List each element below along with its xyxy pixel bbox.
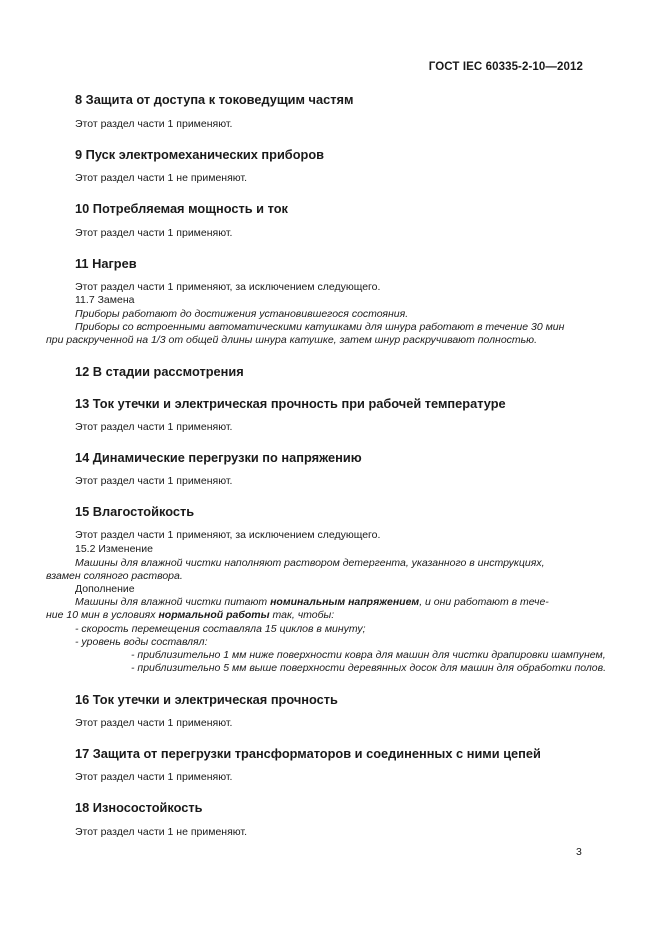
section-15-text: Этот раздел части 1 применяют, за исключением следующего. xyxy=(75,529,381,541)
section-17-text: Этот раздел части 1 применяют. xyxy=(75,771,233,783)
section-8-text: Этот раздел части 1 применяют. xyxy=(75,118,233,130)
section-11-para-1: Приборы работают до достижения установившегося состояния. xyxy=(75,308,409,320)
section-15-item-speed: - скорость перемещения составляла 15 циклов в минуту; xyxy=(75,623,366,635)
section-13-title: 13 Ток утечки и электрическая прочность при рабочей температуре xyxy=(75,396,506,411)
section-15-item-water-level: - уровень воды составлял: xyxy=(75,636,208,648)
section-15-para-1a: Машины для влажной чистки наполняют раствором детергента, указанного в инструкциях, xyxy=(75,557,545,569)
section-13-text: Этот раздел части 1 применяют. xyxy=(75,421,233,433)
section-18-text: Этот раздел части 1 не применяют. xyxy=(75,826,247,838)
page-number: 3 xyxy=(576,846,582,858)
section-16-title: 16 Ток утечки и электрическая прочность xyxy=(75,692,338,707)
section-11-para-2b: при раскрученной на 1/3 от общей длины шнура катушке, затем шнур раскручивают полностью. xyxy=(46,334,537,346)
section-10-title: 10 Потребляемая мощность и ток xyxy=(75,201,288,216)
section-15-subitem-1mm: - приблизительно 1 мм ниже поверхности ковра для машин для чистки драпировки шампунем, xyxy=(131,649,606,661)
section-16-text: Этот раздел части 1 применяют. xyxy=(75,717,233,729)
para-2a-start: Машины для влажной чистки питают xyxy=(75,596,271,608)
section-10-text: Этот раздел части 1 применяют. xyxy=(75,227,233,239)
section-15-para-2a xyxy=(75,596,549,608)
section-11-title: 11 Нагрев xyxy=(75,256,137,271)
section-14-title: 14 Динамические перегрузки по напряжению xyxy=(75,450,362,465)
section-11-subclause: 11.7 Замена xyxy=(75,294,135,306)
para-2a-end: , и они работают в тече- xyxy=(419,596,549,608)
section-8-title: 8 Защита от доступа к токоведущим частям xyxy=(75,92,354,107)
standard-header: ГОСТ IEC 60335-2-10—2012 xyxy=(428,61,583,73)
para-2b-start: ние 10 мин в условиях xyxy=(46,609,159,621)
section-15-para-1b: взамен соляного раствора. xyxy=(46,570,183,582)
section-17-title: 17 Защита от перегрузки трансформаторов и соединенных с ними цепей xyxy=(75,746,541,761)
section-15-para-2b xyxy=(46,609,334,621)
section-15-addition: Дополнение xyxy=(75,583,135,595)
section-12-title: 12 В стадии рассмотрения xyxy=(75,364,244,379)
para-2b-end: так, чтобы: xyxy=(269,609,335,621)
section-15-subitem-5mm: - приблизительно 5 мм выше поверхности деревянных досок для машин для обработки полов. xyxy=(131,662,607,674)
term-rated-voltage: номинальным напряжением xyxy=(270,596,420,608)
term-normal-operation: нормальной работы xyxy=(158,609,270,621)
section-15-title: 15 Влагостойкость xyxy=(75,504,195,519)
section-11-para-2a: Приборы со встроенными автоматическими катушками для шнура работают в течение 30 мин xyxy=(75,321,565,333)
section-14-text: Этот раздел части 1 применяют. xyxy=(75,475,233,487)
section-9-text: Этот раздел части 1 не применяют. xyxy=(75,172,247,184)
section-9-title: 9 Пуск электромеханических приборов xyxy=(75,147,325,162)
section-15-subclause: 15.2 Изменение xyxy=(75,543,153,555)
section-18-title: 18 Износостойкость xyxy=(75,800,203,815)
section-11-text: Этот раздел части 1 применяют, за исключением следующего. xyxy=(75,281,381,293)
